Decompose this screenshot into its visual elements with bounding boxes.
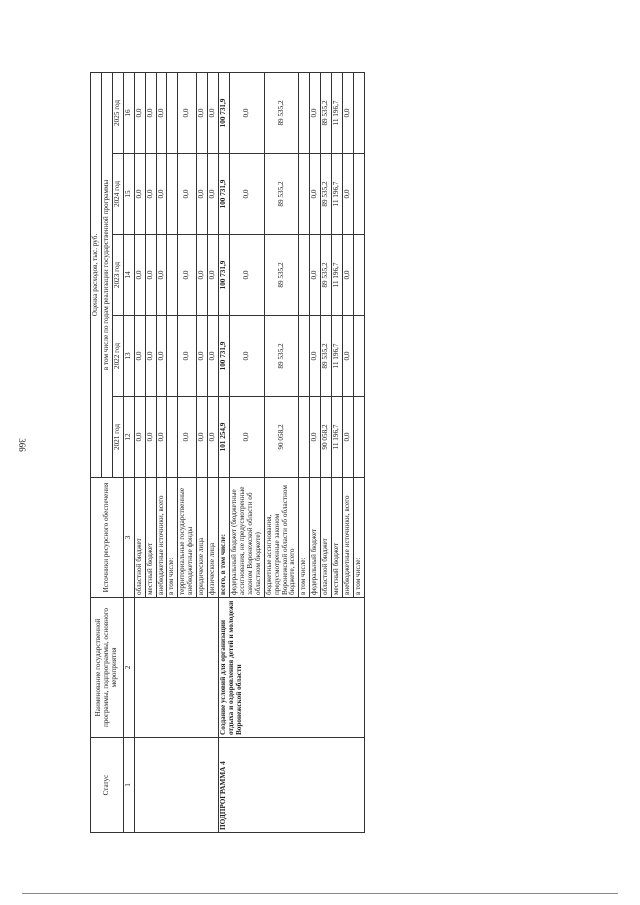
value-cell — [167, 315, 178, 396]
header-year: 2022 год — [112, 315, 123, 396]
value-cell: 100 731,9 — [219, 72, 230, 153]
value-cell: 0,0 — [197, 234, 208, 315]
value-cell: 0,0 — [134, 72, 145, 153]
page-number: 366 — [16, 438, 27, 452]
value-cell: 11 196,7 — [332, 315, 343, 396]
value-cell: 0,0 — [229, 72, 264, 153]
value-cell: 0,0 — [145, 72, 156, 153]
value-cell — [167, 234, 178, 315]
value-cell — [353, 315, 364, 396]
value-cell — [353, 72, 364, 153]
value-cell: 0,0 — [310, 153, 321, 234]
header-year: 2023 год — [112, 234, 123, 315]
value-cell: 0,0 — [178, 234, 197, 315]
column-number: 14 — [123, 234, 134, 315]
status-cell-empty — [134, 737, 218, 832]
header-status: Статус — [91, 737, 124, 832]
column-number: 13 — [123, 315, 134, 396]
value-cell: 0,0 — [156, 234, 167, 315]
footer-rule — [22, 893, 618, 894]
value-cell: 0,0 — [229, 396, 264, 477]
value-cell: 11 196,7 — [332, 153, 343, 234]
value-cell — [299, 153, 310, 234]
value-cell: 0,0 — [208, 315, 219, 396]
source-cell: федеральный бюджет (бюджетные ассигнования, не предусмотренные законом Воронежской области об областном бюджете) — [229, 477, 264, 597]
value-cell: 0,0 — [134, 234, 145, 315]
value-cell: 0,0 — [134, 396, 145, 477]
value-cell: 89 535,2 — [264, 153, 299, 234]
column-number: 3 — [123, 477, 134, 597]
value-cell: 0,0 — [208, 396, 219, 477]
value-cell: 100 731,9 — [219, 234, 230, 315]
value-cell: 0,0 — [197, 72, 208, 153]
header-year: 2024 год — [112, 153, 123, 234]
value-cell: 11 196,7 — [332, 396, 343, 477]
header-estimate: Оценка расходов, тыс. руб. — [91, 72, 102, 477]
value-cell: 0,0 — [208, 72, 219, 153]
value-cell: 0,0 — [197, 315, 208, 396]
source-cell: юридические лица — [197, 477, 208, 597]
value-cell: 0,0 — [208, 234, 219, 315]
source-cell: местный бюджет — [332, 477, 343, 597]
value-cell: 0,0 — [229, 315, 264, 396]
value-cell: 0,0 — [343, 396, 354, 477]
source-cell: в том числе: — [167, 477, 178, 597]
value-cell: 90 058,2 — [264, 396, 299, 477]
value-cell: 0,0 — [156, 72, 167, 153]
value-cell — [353, 396, 364, 477]
column-number: 12 — [123, 396, 134, 477]
value-cell: 0,0 — [197, 153, 208, 234]
source-cell: областной бюджет — [134, 477, 145, 597]
header-year: 2021 год — [112, 396, 123, 477]
value-cell: 100 731,9 — [219, 315, 230, 396]
value-cell — [167, 396, 178, 477]
source-cell: местный бюджет — [145, 477, 156, 597]
column-number: 16 — [123, 72, 134, 153]
value-cell: 89 535,2 — [321, 72, 332, 153]
value-cell: 0,0 — [343, 315, 354, 396]
value-cell: 90 058,2 — [321, 396, 332, 477]
value-cell: 89 535,2 — [321, 315, 332, 396]
table-row — [219, 72, 230, 832]
value-cell: 0,0 — [178, 153, 197, 234]
value-cell: 0,0 — [229, 153, 264, 234]
table-row — [134, 72, 145, 832]
source-cell: внебюджетные источники, всего — [156, 477, 167, 597]
value-cell: 89 535,2 — [264, 315, 299, 396]
value-cell: 0,0 — [310, 234, 321, 315]
value-cell — [299, 234, 310, 315]
source-cell: внебюджетные источники, всего — [343, 477, 354, 597]
value-cell — [353, 234, 364, 315]
source-cell: физические лица — [208, 477, 219, 597]
source-cell: в том числе: — [299, 477, 310, 597]
value-cell: 11 196,7 — [332, 234, 343, 315]
value-cell: 0,0 — [145, 396, 156, 477]
value-cell: 0,0 — [208, 153, 219, 234]
subprogram-4-rows — [219, 72, 365, 832]
value-cell: 0,0 — [310, 396, 321, 477]
source-cell: областной бюджет — [321, 477, 332, 597]
value-cell: 0,0 — [178, 396, 197, 477]
subprogram-status: ПОДПРОГРАММА 4 — [219, 737, 365, 832]
header-years-group: в том числе по годам реализации государственной программы — [101, 72, 112, 477]
name-cell-empty — [134, 597, 218, 737]
value-cell: 0,0 — [156, 153, 167, 234]
source-cell: всего, в том числе: — [219, 477, 230, 597]
source-cell: в том числе: — [353, 477, 364, 597]
value-cell: 0,0 — [145, 315, 156, 396]
header-year: 2025 год — [112, 72, 123, 153]
value-cell: 0,0 — [156, 396, 167, 477]
value-cell — [299, 315, 310, 396]
value-cell: 0,0 — [343, 234, 354, 315]
value-cell: 0,0 — [310, 315, 321, 396]
column-number: 15 — [123, 153, 134, 234]
value-cell: 89 535,2 — [264, 72, 299, 153]
value-cell: 89 535,2 — [321, 153, 332, 234]
header-name: Наименование государственной программы, подпрограммы, основного мероприятия — [91, 597, 124, 737]
value-cell: 11 196,7 — [332, 72, 343, 153]
value-cell: 101 254,9 — [219, 396, 230, 477]
value-cell: 0,0 — [343, 153, 354, 234]
subprogram-name: Создание условий для организации отдыха и оздоровления детей и молодежи Воронежской области — [219, 597, 365, 737]
value-cell — [299, 396, 310, 477]
value-cell — [167, 72, 178, 153]
rotated-table-wrapper — [90, 73, 550, 833]
value-cell — [353, 153, 364, 234]
value-cell: 0,0 — [343, 72, 354, 153]
value-cell — [167, 153, 178, 234]
value-cell: 100 731,9 — [219, 153, 230, 234]
value-cell: 89 535,2 — [264, 234, 299, 315]
value-cell — [299, 72, 310, 153]
previous-program-rows — [134, 72, 218, 832]
source-cell: бюджетные ассигнования, предусмотренные законом Воронежской области об областном бюджете, всего — [264, 477, 299, 597]
header-source: Источники ресурсного обеспечения — [91, 477, 124, 597]
value-cell: 0,0 — [145, 234, 156, 315]
value-cell: 0,0 — [145, 153, 156, 234]
value-cell: 0,0 — [134, 315, 145, 396]
value-cell: 0,0 — [310, 72, 321, 153]
column-number: 1 — [123, 737, 134, 832]
column-number: 2 — [123, 597, 134, 737]
source-cell: федеральный бюджет — [310, 477, 321, 597]
value-cell: 0,0 — [156, 315, 167, 396]
value-cell: 89 535,2 — [321, 234, 332, 315]
value-cell: 0,0 — [134, 153, 145, 234]
source-cell: территориальные государственные внебюджетные фонды — [178, 477, 197, 597]
value-cell: 0,0 — [178, 72, 197, 153]
value-cell: 0,0 — [197, 396, 208, 477]
value-cell: 0,0 — [178, 315, 197, 396]
budget-table — [90, 71, 365, 832]
value-cell: 0,0 — [229, 234, 264, 315]
